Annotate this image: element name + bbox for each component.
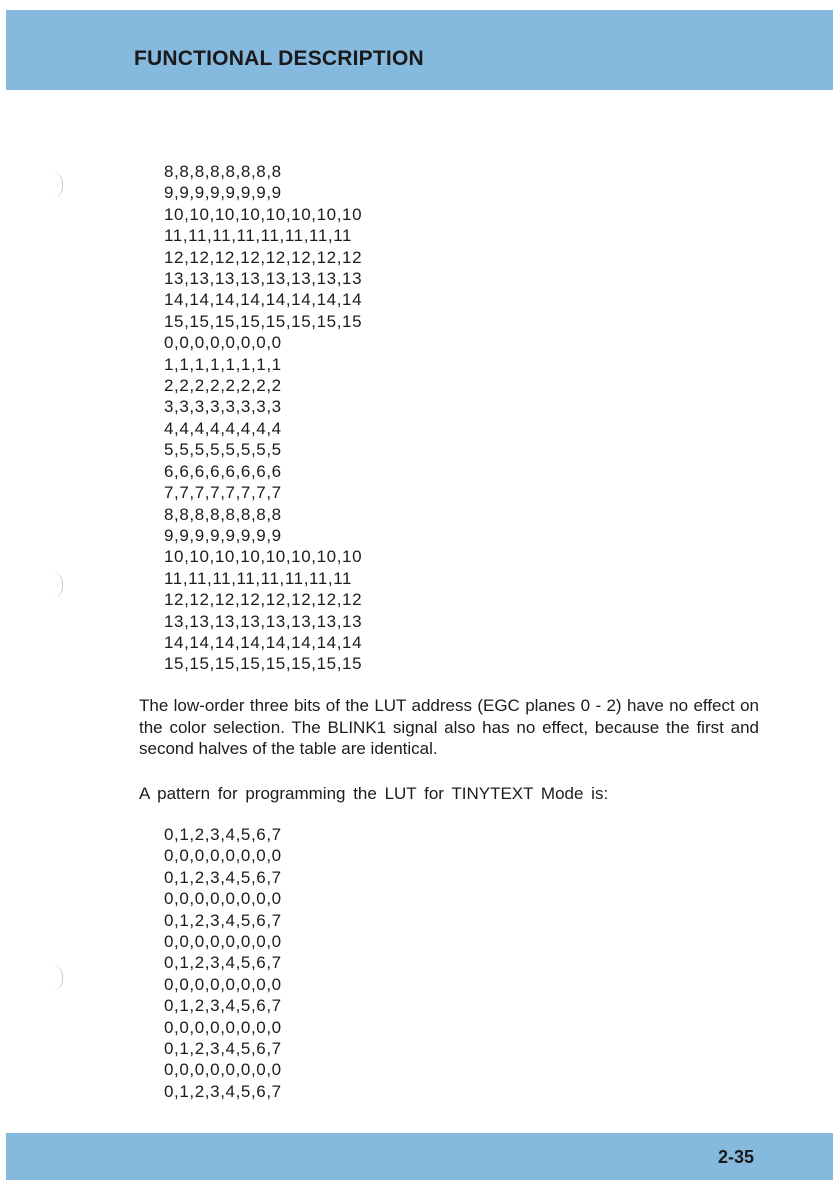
list-line: 9,9,9,9,9,9,9,9 — [164, 183, 282, 203]
margin-mark — [52, 172, 63, 198]
list-line: 10,10,10,10,10,10,10,10 — [164, 547, 363, 567]
list-line: 12,12,12,12,12,12,12,12 — [164, 247, 363, 267]
list-line: 11,11,11,11,11,11,11,11 — [164, 226, 353, 246]
list-line: 9,9,9,9,9,9,9,9 — [164, 525, 282, 545]
list-line: 0,0,0,0,0,0,0,0 — [164, 974, 282, 994]
list-line: 14,14,14,14,14,14,14,14 — [164, 632, 363, 652]
list-line: 0,1,2,3,4,5,6,7 — [164, 996, 282, 1016]
list-line: 0,1,2,3,4,5,6,7 — [164, 910, 282, 930]
list-line: 0,0,0,0,0,0,0,0 — [164, 1060, 282, 1080]
list-line: 0,0,0,0,0,0,0,0 — [164, 889, 282, 909]
list-line: 3,3,3,3,3,3,3,3 — [164, 397, 282, 417]
list-line: 0,1,2,3,4,5,6,7 — [164, 953, 282, 973]
list-line: 11,11,11,11,11,11,11,11 — [164, 568, 353, 588]
list-line: 8,8,8,8,8,8,8,8 — [164, 162, 282, 181]
list-line: 15,15,15,15,15,15,15,15 — [164, 311, 363, 331]
list-line: 8,8,8,8,8,8,8,8 — [164, 504, 282, 524]
list-line: 1,1,1,1,1,1,1,1 — [164, 354, 282, 374]
list-line: 6,6,6,6,6,6,6,6 — [164, 461, 282, 481]
margin-mark — [52, 965, 63, 991]
list-line: 0,0,0,0,0,0,0,0 — [164, 333, 282, 353]
tinytext-intro-paragraph: A pattern for programming the LUT for TINYTEXT Mode is: — [139, 784, 609, 803]
list-line: 14,14,14,14,14,14,14,14 — [164, 290, 363, 310]
list-line: 0,1,2,3,4,5,6,7 — [164, 1039, 282, 1059]
list-line: 0,1,2,3,4,5,6,7 — [164, 825, 282, 844]
list-line: 5,5,5,5,5,5,5,5 — [164, 440, 282, 460]
list-line: 0,0,0,0,0,0,0,0 — [164, 1017, 282, 1037]
list-line: 0,0,0,0,0,0,0,0 — [164, 932, 282, 952]
list-line: 15,15,15,15,15,15,15,15 — [164, 654, 363, 674]
explanation-paragraph: The low-order three bits of the LUT address (EGC planes 0 - 2) have no effect on the color selection. The BLINK1 signal also has no effect, because the first and second halves of the table are identical. — [139, 696, 759, 758]
list-line: 0,1,2,3,4,5,6,7 — [164, 867, 282, 887]
list-line: 10,10,10,10,10,10,10,10 — [164, 204, 363, 224]
list-line: 12,12,12,12,12,12,12,12 — [164, 590, 363, 610]
list-line: 4,4,4,4,4,4,4,4 — [164, 418, 282, 438]
list-line: 2,2,2,2,2,2,2,2 — [164, 376, 282, 396]
list-line: 0,1,2,3,4,5,6,7 — [164, 1081, 282, 1101]
list-line: 13,13,13,13,13,13,13,13 — [164, 269, 363, 289]
lut-values-list — [164, 161, 362, 675]
footer-band — [6, 1133, 833, 1180]
section-title: FUNCTIONAL DESCRIPTION — [134, 47, 424, 70]
page-number: 2-35 — [717, 1147, 754, 1167]
list-line: 0,0,0,0,0,0,0,0 — [164, 846, 282, 866]
tinytext-pattern-list — [164, 824, 282, 1102]
margin-mark — [52, 572, 63, 598]
list-line: 13,13,13,13,13,13,13,13 — [164, 611, 363, 631]
list-line: 7,7,7,7,7,7,7,7 — [164, 483, 282, 503]
